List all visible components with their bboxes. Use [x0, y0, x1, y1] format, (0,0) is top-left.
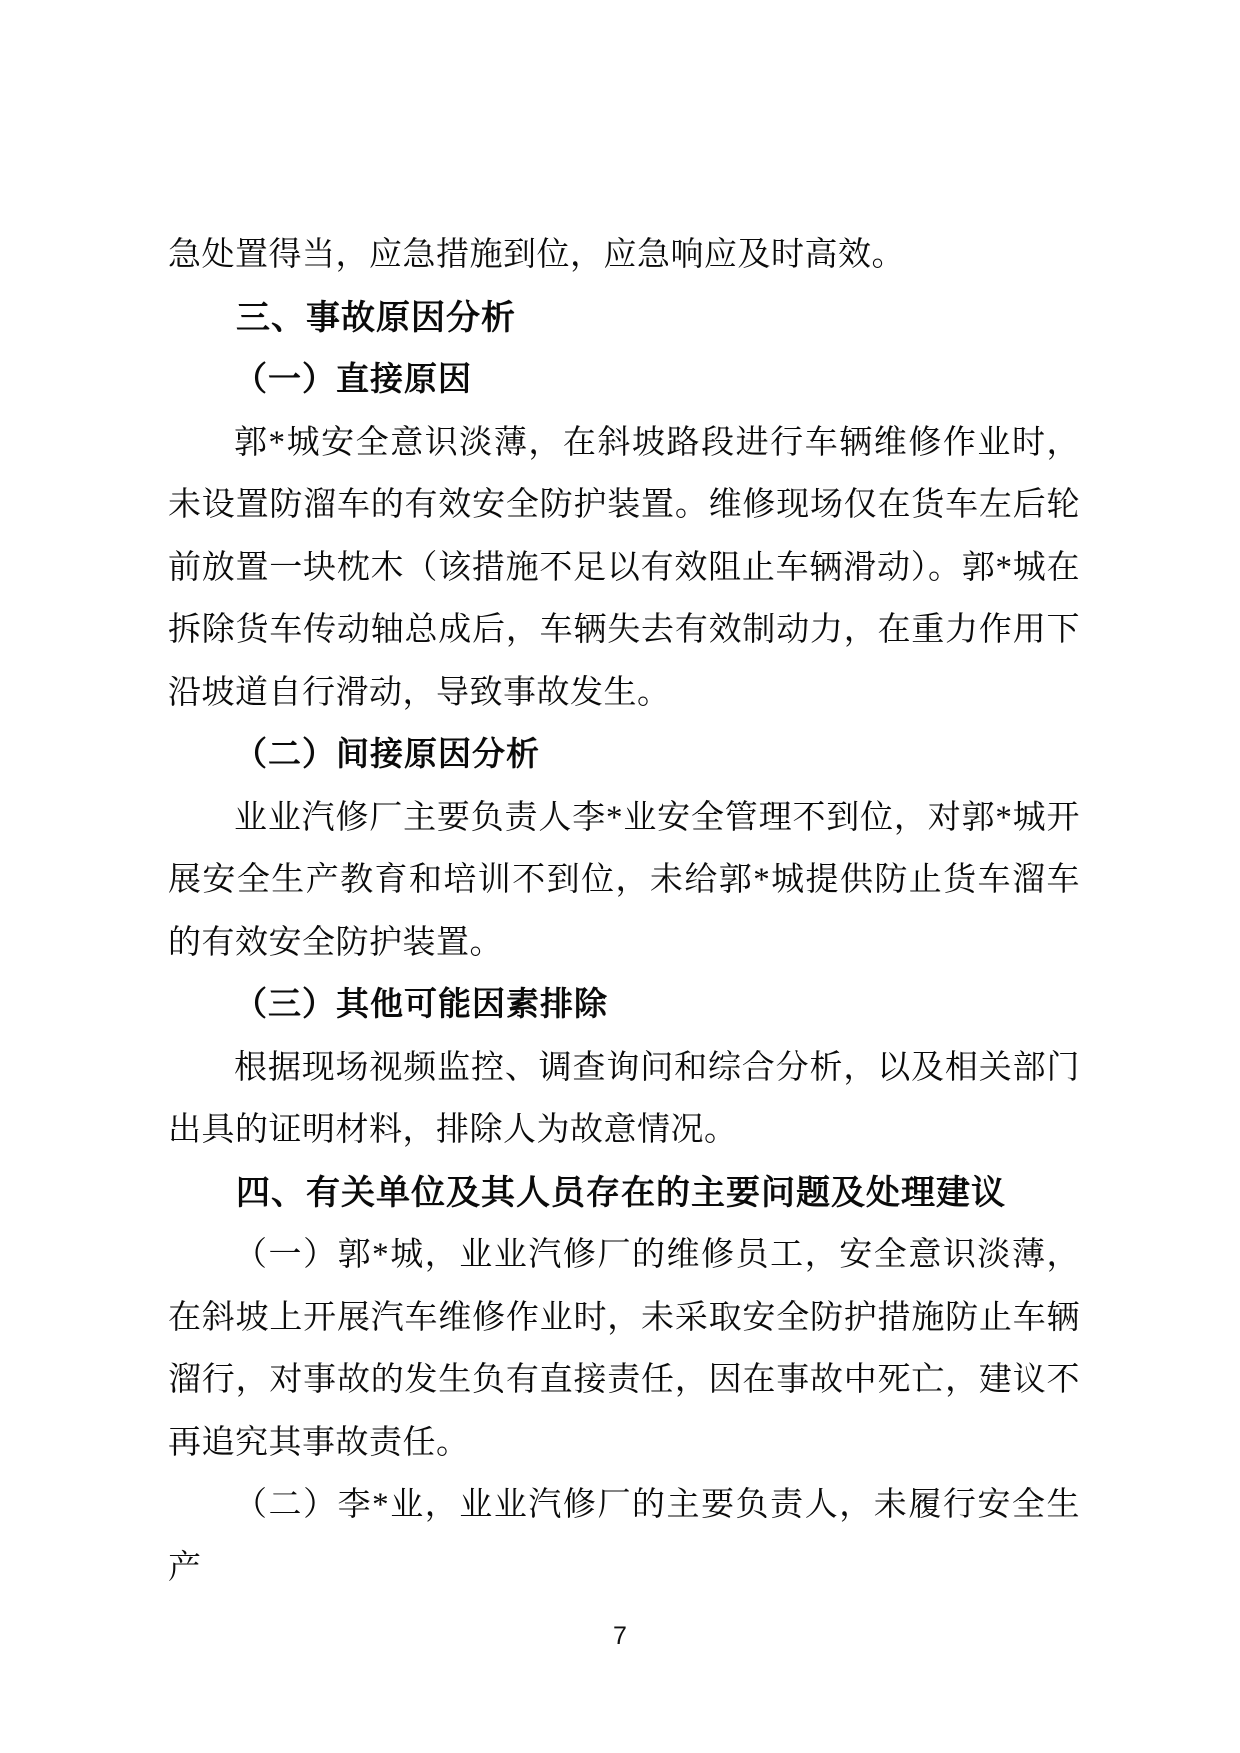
subsection-heading-direct-cause: （一）直接原因 [234, 362, 472, 398]
paragraph-emergency-response-continuation: 急处置得当，应急措施到位，应急响应及时高效。 [168, 237, 905, 273]
document-content [168, 224, 1080, 1599]
section-heading-accident-cause-analysis: 三、事故原因分析 [236, 298, 516, 337]
paragraph-indirect-cause: 业业汽修厂主要负责人李*业安全管理不到位，对郭*城开展安全生产教育和培训不到位，未给郭*城提供防止货车溜车的有效安全防护装置。 [168, 799, 1080, 961]
section-heading-problems-and-recommendations: 四、有关单位及其人员存在的主要问题及处理建议 [236, 1173, 1006, 1212]
paragraph-other-factors-excluded: 根据现场视频监控、调查询问和综合分析，以及相关部门出具的证明材料，排除人为故意情况。 [168, 1049, 1080, 1148]
subsection-heading-other-factors-excluded: （三）其他可能因素排除 [234, 987, 608, 1023]
paragraph-responsibility-guo: （一）郭*城，业业汽修厂的维修员工，安全意识淡薄，在斜坡上开展汽车维修作业时，未采取安全防护措施防止车辆溜行，对事故的发生负有直接责任，因在事故中死亡，建议不再追究其事故责任。 [168, 1237, 1080, 1461]
paragraph-direct-cause: 郭*城安全意识淡薄，在斜坡路段进行车辆维修作业时，未设置防溜车的有效安全防护装置。维修现场仅在货车左后轮前放置一块枕木（该措施不足以有效阻止车辆滑动）。郭*城在拆除货车传动轴总成后，车辆失去有效制动力，在重力作用下沿坡道自行滑动，导致事故发生。 [168, 424, 1080, 711]
paragraph-responsibility-li-truncated: （二）李*业，业业汽修厂的主要负责人，未履行安全生产 [168, 1487, 1080, 1586]
page-number: 7 [613, 1622, 627, 1650]
subsection-heading-indirect-cause-analysis: （二）间接原因分析 [234, 737, 540, 773]
